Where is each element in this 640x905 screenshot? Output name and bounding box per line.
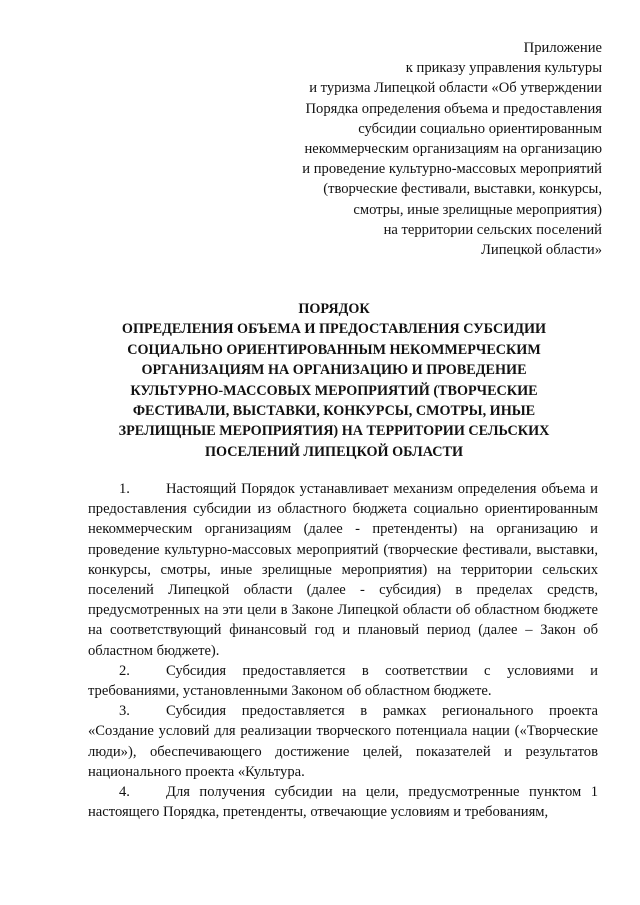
paragraph <box>88 782 598 822</box>
title-line: ПОРЯДОК <box>298 301 370 317</box>
appendix-line: к приказу управления культуры <box>405 60 602 77</box>
paragraph-text: Субсидия предоставляется в соответствии с условиями и требованиями, установленными Законом об областном бюджете. <box>88 662 598 700</box>
appendix-header <box>222 38 602 260</box>
title-line: КУЛЬТУРНО-МАССОВЫХ МЕРОПРИЯТИЙ (ТВОРЧЕСКИЕ <box>130 382 538 399</box>
paragraph <box>88 479 598 661</box>
appendix-line: Приложение <box>523 40 602 56</box>
paragraph-text: Субсидия предоставляется в рамках регионального проекта «Создание условий для реализации творческого потенциала нации («Творческие люди»), обеспечивающего достижение целей, показателей и результатов национального проекта «Культура. <box>88 703 598 780</box>
title-line: СОЦИАЛЬНО ОРИЕНТИРОВАННЫМ НЕКОММЕРЧЕСКИМ <box>127 341 541 358</box>
title-line: ЗРЕЛИЩНЫЕ МЕРОПРИЯТИЯ) НА ТЕРРИТОРИИ СЕЛЬСКИХ <box>118 423 550 440</box>
paragraph-text: Для получения субсидии на цели, предусмотренные пунктом 1 настоящего Порядка, претенденты, отвечающие условиям и требованиям, <box>88 784 598 821</box>
title-line: ПОСЕЛЕНИЙ ЛИПЕЦКОЙ ОБЛАСТИ <box>204 443 464 460</box>
paragraph-number: 3. <box>119 703 130 720</box>
appendix-line: субсидии социально ориентированным <box>358 120 602 137</box>
document-title <box>84 299 584 462</box>
paragraph-number: 2. <box>119 662 130 679</box>
paragraph-text: Настоящий Порядок устанавливает механизм определения объема и предоставления субсидии из областного бюджета социально ориентированным некоммерческим организациям (далее - претенденты) на организацию и проведение культурно-массовых мероприятий (творческие фестивали, выставки, конкурсы, смотры, иные зрелищные мероприятия) на территории сельских поселений Липецкой области (далее - субсидия) в пределах средств, предусмотренных на эти цели в Законе Липецкой области об областном бюджете на соответствующий финансовый год и плановый период (далее – Закон об областном бюджете). <box>88 481 598 659</box>
title-line: ОПРЕДЕЛЕНИЯ ОБЪЕМА И ПРЕДОСТАВЛЕНИЯ СУБСИДИИ <box>121 321 547 338</box>
appendix-line: Липецкой области» <box>481 242 602 259</box>
appendix-line: Порядка определения объема и предоставления <box>305 100 602 117</box>
title-line: ФЕСТИВАЛИ, ВЫСТАВКИ, КОНКУРСЫ, СМОТРЫ, ИНЫЕ <box>132 403 536 420</box>
appendix-line: (творческие фестивали, выставки, конкурсы, <box>323 181 602 198</box>
paragraph-number: 4. <box>119 784 130 801</box>
appendix-line: некоммерческим организациям на организацию <box>304 141 602 158</box>
paragraph <box>88 701 598 782</box>
appendix-line: на территории сельских поселений <box>383 221 602 238</box>
title-line: ОРГАНИЗАЦИЯМ НА ОРГАНИЗАЦИЮ И ПРОВЕДЕНИЕ <box>141 362 527 379</box>
appendix-line: и туризма Липецкой области «Об утверждении <box>309 80 602 97</box>
paragraph-number: 1. <box>119 481 130 497</box>
appendix-line: и проведение культурно-массовых мероприятий <box>302 161 602 178</box>
paragraph <box>88 661 598 701</box>
appendix-line: смотры, иные зрелищные мероприятия) <box>353 201 602 218</box>
document-body <box>88 479 598 822</box>
